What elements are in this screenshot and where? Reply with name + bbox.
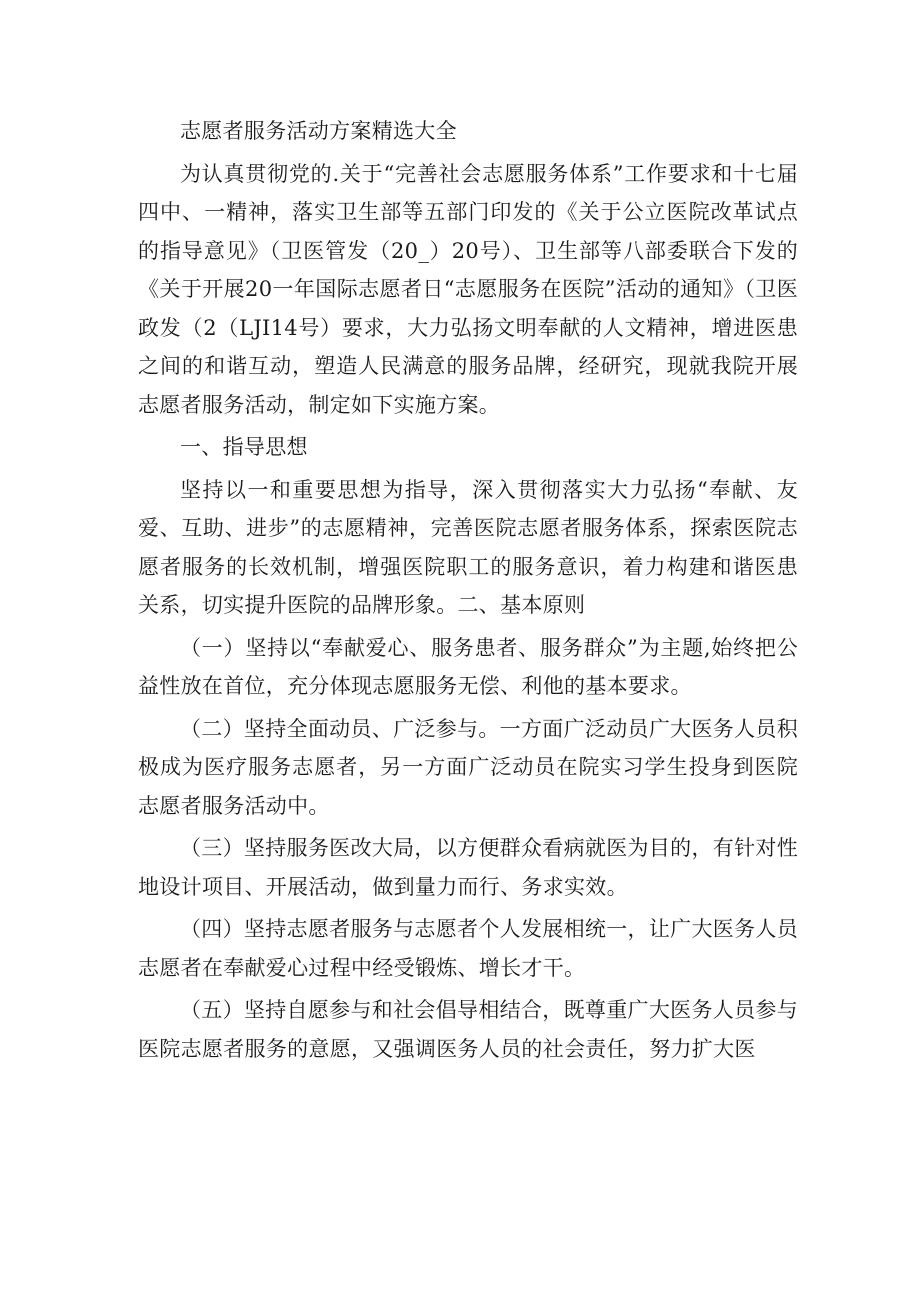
document-title: 志愿者服务活动方案精选大全 [180, 119, 457, 143]
document-page [138, 112, 798, 1068]
section-heading-guiding-ideology: 一、指导思想 [180, 435, 308, 459]
intro-paragraph: 为认真贯彻党的.关于“完善社会志愿服务体系”工作要求和十七届四中、一精神，落实卫生部等五部门印发的《关于公立医院改革试点的指导意见》（卫医管发（20_）20号）、卫生部等八部委联合下发的《关于开展20一年国际志愿者日“志愿服务在医院”活动的通知》（卫医政发（2（LJI14号）要求，大力弘扬文明奉献的人文精神，增进医患之间的和谐互动，塑造人民满意的服务品牌，经研究，现就我院开展志愿者服务活动，制定如下实施方案。 [138, 161, 798, 417]
principle-paragraph-1: （一）坚持以“奉献爱心、服务患者、服务群众”为主题,始终把公益性放在首位，充分体现志愿服务无偿、利他的基本要求。 [138, 635, 798, 698]
principle-paragraph-2: （二）坚持全面动员、广泛参与。一方面广泛动员广大医务人员积极成为医疗服务志愿者，另一方面广泛动员在院实习学生投身到医院志愿者服务活动中。 [138, 716, 798, 818]
principle-paragraph-4: （四）坚持志愿者服务与志愿者个人发展相统一，让广大医务人员志愿者在奉献爱心过程中经受锻炼、增长才干。 [138, 917, 798, 980]
guiding-ideology-paragraph: 坚持以一和重要思想为指导，深入贯彻落实大力弘扬“奉献、友爱、互助、进步”的志愿精神，完善医院志愿者服务体系，探索医院志愿者服务的长效机制，增强医院职工的服务意识，着力构建和谐医患关系，切实提升医院的品牌形象。二、基本原则 [138, 477, 798, 617]
principle-paragraph-3: （三）坚持服务医改大局，以方便群众看病就医为目的，有针对性地设计项目、开展活动，做到量力而行、务求实效。 [138, 836, 798, 899]
principle-paragraph-5: （五）坚持自愿参与和社会倡导相结合，既尊重广大医务人员参与医院志愿者服务的意愿，又强调医务人员的社会责任，努力扩大医 [138, 998, 798, 1061]
